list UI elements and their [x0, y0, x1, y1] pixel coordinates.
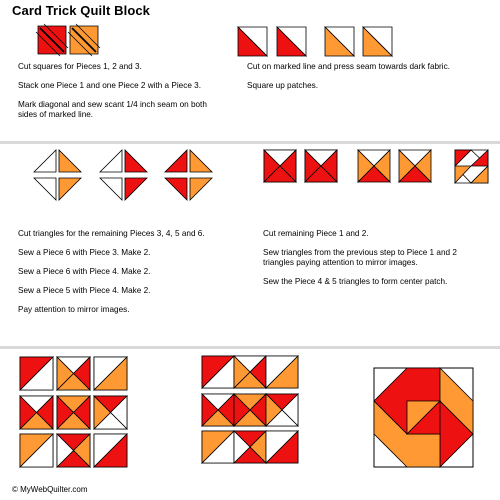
step-1-text-2: Stack one Piece 1 and one Piece 2 with a Piece 3.: [18, 81, 201, 90]
pair-piece-6-4-b1: [100, 178, 122, 200]
pair-piece-6-4-b2: [125, 178, 147, 200]
step-4-text-1: Cut remaining Piece 1 and 2.: [263, 229, 369, 238]
step-1-text-1: Cut squares for Pieces 1, 2 and 3.: [18, 62, 142, 71]
step-2-text-2: Square up patches.: [247, 81, 319, 90]
step-4-text-2: Sew triangles from the previous step to Piece 1 and 2 triangles paying attention to mirror images.: [263, 248, 457, 267]
step-4-text-3: Sew the Piece 4 & 5 triangles to form center patch.: [263, 277, 448, 286]
pair-piece-6-4-a1: [100, 150, 122, 172]
step-3-text-4: Sew a Piece 5 with Piece 4. Make 2.: [18, 286, 151, 295]
pair-piece-6-3-b1: [34, 178, 56, 200]
step-2-text-1: Cut on marked line and press seam towards dark fabric.: [247, 62, 450, 71]
pair-piece-5-4-b1: [165, 178, 187, 200]
footer-copyright: © MyWebQuilter.com: [12, 485, 88, 494]
step-3-text-2: Sew a Piece 6 with Piece 3. Make 2.: [18, 248, 151, 257]
step-3-text-1: Cut triangles for the remaining Pieces 3, 4, 5 and 6.: [18, 229, 205, 238]
pair-piece-5-4-a2: [190, 150, 212, 172]
pair-piece-6-3-a2: [59, 150, 81, 172]
step-3-text-3: Sew a Piece 6 with Piece 4. Make 2.: [18, 267, 151, 276]
pair-piece-6-3-a1: [34, 150, 56, 172]
step-1-text-3: Mark diagonal and sew scant 1/4 inch seam on both sides of marked line.: [18, 100, 207, 119]
page-title: Card Trick Quilt Block: [12, 3, 151, 18]
pair-piece-6-4-a2: [125, 150, 147, 172]
pair-piece-6-3-b2: [59, 178, 81, 200]
step-3-text-5: Pay attention to mirror images.: [18, 305, 130, 314]
pair-piece-5-4-a1: [165, 150, 187, 172]
pair-piece-5-4-b2: [190, 178, 212, 200]
